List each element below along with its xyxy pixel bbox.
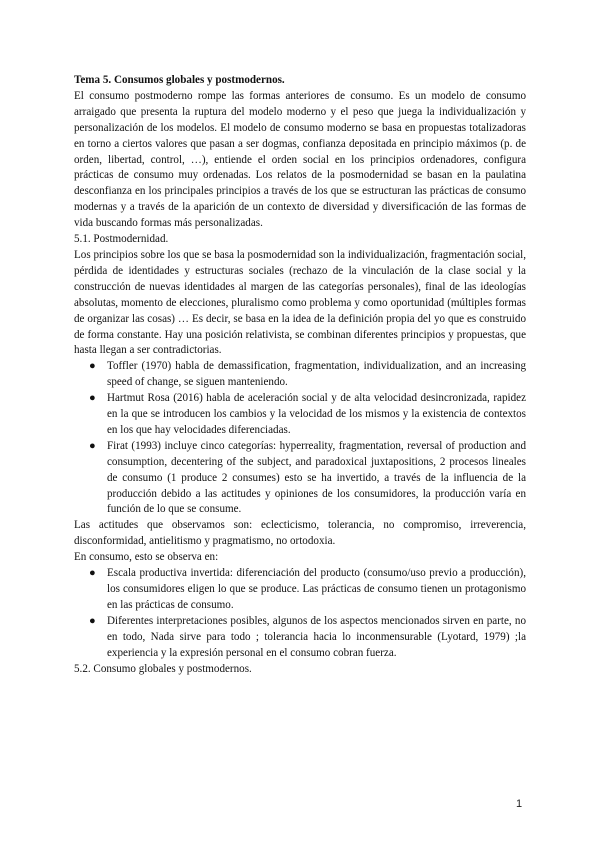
list-item [74,614,526,662]
consumption-intro: En consumo, esto se observa en: [74,551,219,564]
section-heading-consumo-globales: 5.2. Consumo globales y postmodernos. [74,662,252,675]
page-number: 1 [516,798,523,810]
list-item-text: Hartmut Rosa (2016) habla de aceleración social y de alta velocidad desincronizada, rapidez en la que se introducen los cambios y la velocidad de los mismos y la existencia de contextos en los que hay velocidades diferenciadas. [107,392,526,436]
list-item-text: Toffler (1970) habla de demassification, fragmentation, individualization, and an increasing speed of change, se siguen manteniendo. [107,360,526,389]
list-item-text: Firat (1993) incluye cinco categorías: hyperreality, fragmentation, reversal of production and consumption, decentering of the subject, and paradoxical juxtapositions, 2 procesos lineales de consumo (1 produce 2 consumes) esto se ha invertido, a través de la influencia de la producción debido a las actitudes y opiniones de los consumidores, la producción varía en función de lo que se consume. [107,439,526,516]
bullet-icon: ● [89,360,96,373]
document-title: Tema 5. Consumos globales y postmodernos. [74,74,285,86]
bullet-icon: ● [89,567,96,580]
list-item [74,566,526,614]
list-item [74,391,526,439]
postmodernidad-paragraph: Los principios sobre los que se basa la posmodernidad son la individualización, fragmentación social, pérdida de identidades y estructuras sociales (rechazo de la vinculación de la clase social y la construcción de nuevas identidades al margen de las categorías personales), final de las ideologías absolutas, momento de elecciones, pluralismo como problema y como oportunidad (múltiples formas de organizar las cosas) … Es decir, se basa en la idea de la definición propia del yo que es construido de forma constante. Hay una posición relativista, se combinan diferentes principios y propuestas, que hasta llegan a ser contradictorias. [74,248,526,357]
bullet-icon: ● [89,392,96,405]
document-page [74,73,526,677]
list-item [74,359,526,391]
consumption-list [74,566,526,661]
attitudes-paragraph: Las actitudes que observamos son: eclecticismo, tolerancia, no compromiso, irreverencia, disconformidad, antielitismo y pragmatismo, no ortodoxia. [74,519,526,548]
intro-paragraph: El consumo postmoderno rompe las formas anteriores de consumo. Es un modelo de consumo arraigado que presenta la ruptura del modelo moderno y el peso que juega la individualización y personalización de los modelos. El modelo de consumo moderno se basa en propuestas totalizadoras en torno a ciertos valores que pasan a ser dogmas, confianza depositada en principio máximos (p. de orden, libertad, control, …), entiende el orden social en los principios ordenadores, configura prácticas de consumo muy ordenadas. Los relatos de la posmodernidad se basan en la paulatina desconfianza en los principales principios a través de los que se estructuran las prácticas de consumo modernas y a través de la aparición de un contexto de diversidad y diversificación de las formas de vida buscando formas más personalizadas. [74,89,526,230]
authors-list [74,359,526,518]
section-heading-postmodernidad: 5.1. Postmodernidad. [74,233,169,246]
list-item [74,439,526,519]
bullet-icon: ● [89,439,96,452]
list-item-text: Escala productiva invertida: diferenciación del producto (consumo/uso previo a producción), los consumidores eligen lo que se produce. Las prácticas de consumo tienen un protagonismo en las prácticas de consumo. [107,567,526,611]
list-item-text: Diferentes interpretaciones posibles, algunos de los aspectos mencionados sirven en parte, no en todo, Nada sirve para todo ; tolerancia hacia lo inconmensurable (Lyotard, 1979) ;la experiencia y la expresión personal en el consumo cobran fuerza. [107,614,526,659]
bullet-icon: ● [89,614,96,627]
